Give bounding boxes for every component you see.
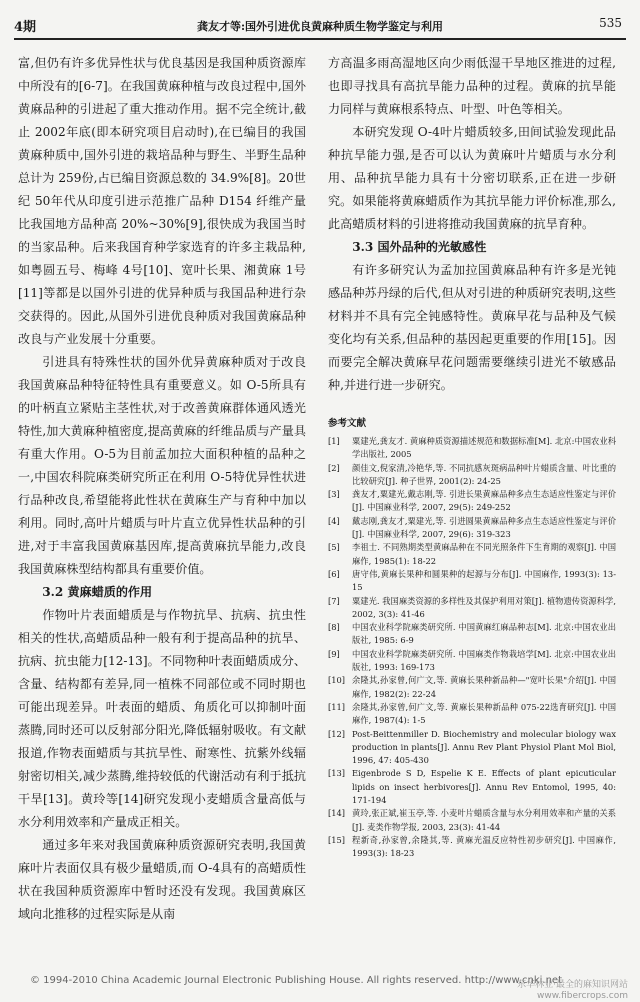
reference-item (328, 515, 616, 542)
reference-number: [7] (328, 595, 340, 606)
site-watermark (517, 980, 628, 1002)
issue-label: 4期 (14, 20, 37, 35)
paragraph: 富,但仍有许多优异性状与优良基因是我国种质资源库中所没有的[6-7]。在我国黄麻种植与改良过程中,国外黄麻品种的引进起了重大推动作用。据不完全统计,截止 2002年底(即本研究项目启动时),在已编目的我国黄麻种质中,国外引进的栽培品种与野生、半野生品种总计为 259份,占已编目资源总数的 34.9%[8]。20世纪 50年代从印度引进示范推广品种 D154 纤维产量比我国地方品种高 20%~30%[9],很快成为我国当时的当家品种。后来我国育种学家选育的许多主栽品种,如粤圆五号、梅峰 4号[10]、宽叶长果、湘黄麻 1号[11]等都是以国外引进的优异种质与我国品种进行杂交获得的。因此,从国外引进优良种质对我国黄麻品种改良与产业发展十分重要。 (18, 56, 306, 346)
reference-number: [2] (328, 462, 340, 473)
paragraph: 本研究发现 O-4叶片蜡质较多,田间试验发现此品种抗旱能力强,是否可以认为黄麻叶片蜡质与水分利用、品种抗旱能力具有十分密切联系,正在进一步研究。如果能将黄麻蜡质作为其抗旱能力评价标准,那么,此高蜡质材料的引进将推动我国黄麻的抗旱育种。 (328, 125, 616, 231)
reference-item (328, 728, 616, 768)
reference-text: 唐守伟,黄麻长果种和圆果种的起源与分布[J]. 中国麻作, 1993(3): 13-15 (352, 568, 616, 593)
section-heading-3-2: 3.2 黄麻蜡质的作用 (42, 585, 153, 599)
reference-number: [1] (328, 436, 340, 446)
reference-text: 黄玲,张正斌,崔玉亭,等. 小麦叶片蜡质含量与水分利用效率和产量的关系[J]. 麦类作物学报, 2003, 23(3): 41-44 (352, 808, 616, 832)
reference-item (328, 462, 616, 489)
paragraph: 作物叶片表面蜡质是与作物抗旱、抗病、抗虫性相关的性状,高蜡质品种一般有利于提高品种的抗旱、抗病、抗虫能力[12-13]。不同物种叶表面蜡质成分、含量、结构都有差异,同一植株不同部位或不同时期也可能出现差异。叶表面的蜡质、角质化可以抑制叶面蒸腾,同时还可以反射部分阳光,降低辐射吸收。有文献报道,作物表面蜡质与其抗旱性、耐寒性、抗紫外线辐射密切相关,减少蒸腾,维持较低的代谢活动有利于抵抗干旱[13]。黄玲等[14]研究发现小麦蜡质含量高低与水分利用效率和产量成正相关。 (18, 608, 306, 829)
watermark-line: 东华林业·最全的麻知识网站 (517, 980, 628, 990)
reference-text: 余隆其,孙家曾,何广文,等. 黄麻长果种新品种—"宽叶长果"介绍[J]. 中国麻作, 1982(2): 22-24 (352, 675, 616, 699)
reference-number: [4] (328, 515, 340, 526)
reference-text: 李祖士. 不同熟期类型黄麻品种在不同光照条件下生育期的观察[J]. 中国麻作, 1985(1): 18-22 (352, 542, 616, 566)
reference-item (328, 568, 616, 595)
running-title: 龚友才等:国外引进优良黄麻种质生物学鉴定与利用 (196, 20, 444, 33)
references-title: 参考文献 (328, 418, 367, 429)
section-heading-3-3: 3.3 国外品种的光敏感性 (352, 240, 487, 254)
reference-text: 粟建光. 我国麻类资源的多样性及其保护利用对策[J]. 植物遗传资源科学, 2002, 3(3): 41-46 (352, 595, 616, 619)
reference-number: [8] (328, 622, 340, 633)
reference-number: [12] (328, 728, 346, 739)
reference-item (328, 767, 616, 807)
reference-number: [14] (328, 808, 346, 819)
paragraph: 方高温多雨高湿地区向少雨低湿干旱地区推进的过程,也即寻找具有高抗旱能力品种的过程。黄麻的抗旱能力同样与黄麻根系特点、叶型、叶色等相关。 (328, 56, 616, 116)
reference-number: [11] (328, 701, 346, 712)
reference-number: [9] (328, 648, 340, 659)
reference-item (328, 648, 616, 675)
reference-text: 中国农业科学院麻类研究所. 中国黄麻红麻品种志[M]. 北京:中国农业出版社, 1985: 6-9 (352, 622, 616, 646)
reference-number: [13] (328, 768, 346, 779)
paragraph: 有许多研究认为孟加拉国黄麻品种有许多是光钝感品种苏丹绿的后代,但从对引进的种质研究表明,这些材料并不具有完全钝感特性。黄麻早花与品种及气候变化均有关系,但品种的基因起更重要的作用[15]。因而要完全解决黄麻早花问题需要继续引进光不敏感品种,并进行进一步研究。 (328, 263, 616, 392)
reference-item (328, 834, 616, 861)
reference-item (328, 674, 616, 701)
reference-text: 戴志刚,龚友才,粟建光,等. 引进圆果黄麻品种多点生态适应性鉴定与评价[J]. 中国麻业科学, 2007, 29(6): 319-323 (352, 515, 616, 540)
watermark-url: www.fibercrops.com (537, 991, 628, 1001)
reference-number: [6] (328, 568, 340, 579)
reference-number: [3] (328, 489, 340, 500)
reference-text: 粟建光,龚友才. 黄麻种质资源描述规范和数据标准[M]. 北京:中国农业科学出版社, 2005 (352, 436, 616, 460)
reference-item (328, 435, 616, 462)
reference-text: Post-Beittenmiller D. Biochemistry and molecular biology wax production in plants[J]. Annu Rev Plant Physiol Plant Mol Biol, 1996, 47: 405-430 (352, 728, 616, 766)
reference-item (328, 595, 616, 622)
reference-item (328, 701, 616, 728)
left-column (18, 52, 306, 926)
reference-text: 颜佳文,倪家清,冷艳华,等. 不同抗感灰斑病品种叶片蜡质含量、叶比重的比较研究[J]. 种子世界, 2001(2): 24-25 (352, 462, 616, 486)
reference-text: 龚友才,粟建光,戴志刚,等. 引进长果黄麻品种多点生态适应性鉴定与评价[J]. 中国麻业科学, 2007, 29(5): 249-252 (352, 489, 616, 513)
reference-text: 余隆其,孙家曾,何广文,等. 黄麻长果种新品种 075-22选育研究[J]. 中国麻作, 1987(4): 1-5 (352, 701, 616, 726)
references-list (328, 435, 616, 861)
right-column (328, 52, 616, 861)
running-header (14, 10, 626, 40)
paragraph: 通过多年来对我国黄麻种质资源研究表明,我国黄麻叶片表面仅具有极少量蜡质,而 O-4具有的高蜡质性状在我国种质资源库中暂时还没有发现。我国黄麻区域向北推移的过程实际是从南 (18, 838, 306, 921)
reference-number: [5] (328, 542, 340, 553)
reference-item (328, 488, 616, 515)
reference-item (328, 541, 616, 568)
reference-item (328, 807, 616, 834)
copyright-footer: © 1994-2010 China Academic Journal Electronic Publishing House. All rights reserved. http://www.cnki.net (30, 975, 562, 986)
reference-number: [15] (328, 834, 346, 845)
reference-text: Eigenbrode S D, Espelie K E. Effects of plant epicuticular lipids on insect herbivores[J]. Annu Rev Entomol, 1995, 40: 171-194 (352, 768, 616, 806)
reference-text: 中国农业科学院麻类研究所. 中国麻类作物栽培学[M]. 北京:中国农业出版社, 1993: 169-173 (352, 648, 616, 673)
reference-item (328, 621, 616, 648)
page-number: 535 (599, 16, 622, 30)
reference-number: [10] (328, 675, 346, 686)
reference-text: 程新奇,孙家曾,余隆其,等. 黄麻光温反应特性初步研究[J]. 中国麻作, 1993(3): 18-23 (352, 834, 616, 859)
paragraph: 引进具有特殊性状的国外优异黄麻种质对于改良我国黄麻品种特征特性具有重要意义。如 O-5所具有的叶柄直立紧贴主茎性状,对于改善黄麻群体通风透光特性,加大黄麻种植密度,提高黄麻的纤维品质与产量具有重大作用。O-5为目前孟加拉大面积种植的品种之一,中国农科院麻类研究所正在利用 O-5特优异性状进行品种改良,希望能将此性状在黄麻生产与育种中加以利用。同时,高叶片蜡质与叶片直立优异性状品种的引进,对于丰富我国黄麻基因库,提高黄麻抗旱能力,改良我国黄麻株型结构都具有重要价值。 (18, 355, 306, 576)
